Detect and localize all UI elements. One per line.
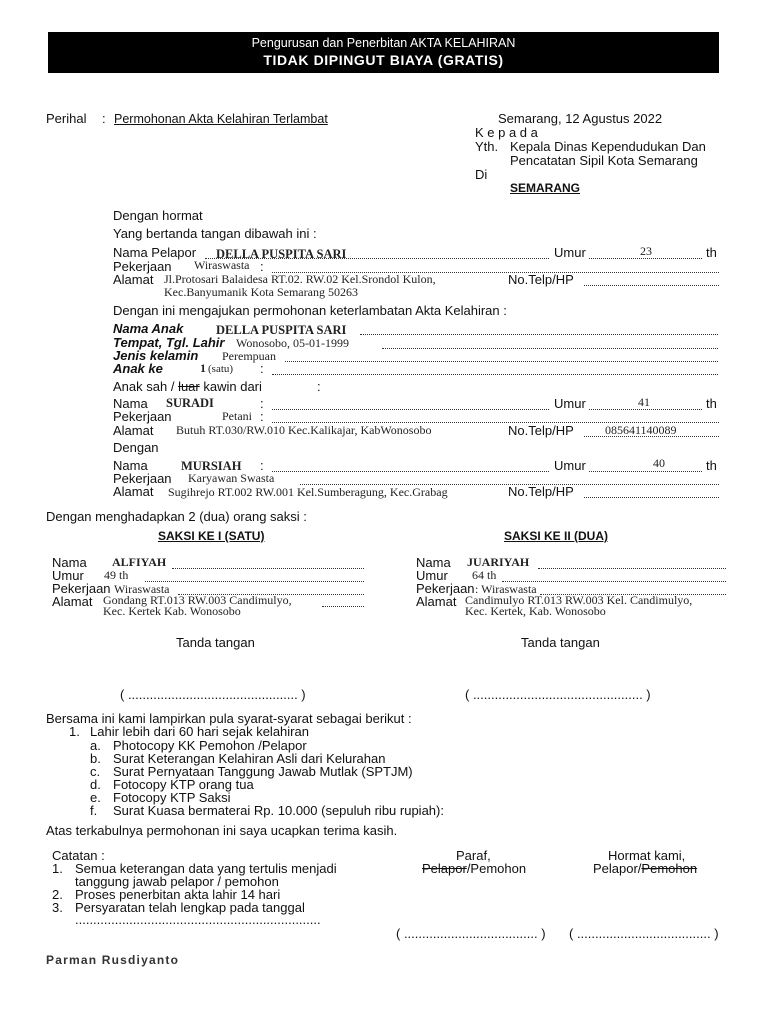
- father-address-value: Butuh RT.030/RW.010 Kec.Kalikajar, KabWonosobo: [176, 423, 432, 437]
- yth: Yth.: [475, 139, 499, 154]
- child-birth-value: Wonosobo, 05-01-1999: [236, 336, 350, 350]
- witness-1-address-value-1: Gondang RT.013 RW.003 Candimulyo,: [103, 593, 292, 607]
- regards-label: Hormat kami,: [608, 848, 686, 863]
- paraf-label: Paraf,: [456, 848, 491, 863]
- notes-title: Catatan :: [52, 848, 105, 863]
- signature-left-line: ( ..................................... ): [396, 926, 546, 941]
- mother-age-label: Umur: [554, 458, 586, 473]
- witness-1-name-label: Nama: [52, 555, 87, 570]
- pelapor-address-value-2: Kec.Banyumanik Kota Semarang 50263: [164, 285, 358, 299]
- attachment-sub-c-letter: c.: [90, 764, 101, 779]
- perihal-label: Perihal: [46, 111, 87, 126]
- father-address-label: Alamat: [113, 423, 154, 438]
- child-name-line: [360, 334, 718, 335]
- perihal-colon: :: [102, 111, 106, 126]
- pelapor-name-label: Nama Pelapor: [113, 245, 197, 260]
- child-order-value: 1: [200, 361, 206, 375]
- father-phone-label: No.Telp/HP: [508, 423, 574, 438]
- parents-intro-b: kawin dari: [203, 379, 262, 394]
- note-3-number: 3.: [52, 900, 63, 915]
- regards-role-rest: Pelapor/: [593, 861, 642, 876]
- witness-1-address-label: Alamat: [52, 594, 93, 609]
- witness-2-job-label: Pekerjaan: [416, 581, 475, 596]
- child-order-label: Anak ke: [113, 361, 163, 376]
- attachment-1-text: Lahir lebih dari 60 hari sejak kelahiran: [90, 724, 309, 739]
- note-1-text-b: tanggung jawab pelapor / pemohon: [75, 874, 279, 889]
- mother-address-label: Alamat: [113, 484, 154, 499]
- mother-age-value: 40: [653, 456, 665, 470]
- di: Di: [475, 167, 488, 182]
- witness-2-name-label: Nama: [416, 555, 451, 570]
- pelapor-age-unit: th: [706, 245, 717, 260]
- mother-name-line: [272, 471, 549, 472]
- note-3-text: Persyaratan telah lengkap pada tanggal: [75, 900, 305, 915]
- note-2-text: Proses penerbitan akta lahir 14 hari: [75, 887, 281, 902]
- mother-job-value: Karyawan Swasta: [188, 471, 275, 485]
- pelapor-age-label: Umur: [554, 245, 586, 260]
- banner-title: TIDAK DIPINGUT BIAYA (GRATIS): [263, 52, 504, 68]
- signature-right-line: ( ..................................... ): [569, 926, 719, 941]
- attachment-1-number: 1.: [69, 724, 80, 739]
- kepada: K e p a d a: [475, 125, 538, 140]
- parents-intro-a: Anak sah /: [113, 379, 175, 394]
- request-text: Dengan ini mengajukan permohonan keterlambatan Akta Kelahiran :: [113, 303, 507, 318]
- place-date: Semarang, 12 Agustus 2022: [498, 111, 663, 126]
- father-age-label: Umur: [554, 396, 586, 411]
- witness-2-age-value: 64 th: [472, 568, 497, 582]
- witness-2-name-line: [538, 568, 726, 569]
- attachment-sub-d-text: Fotocopy KTP orang tua: [113, 777, 254, 792]
- attachment-sub-c-text: Surat Pernyataan Tanggung Jawab Mutlak (SPTJM): [113, 764, 413, 779]
- witness-1-address-line: [322, 606, 364, 607]
- witness-1-signature-line: ( ............................................... ): [120, 687, 306, 702]
- attachment-sub-e-text: Fotocopy KTP Saksi: [113, 790, 231, 805]
- mother-age-unit: th: [706, 458, 717, 473]
- witness-2-address-value-1: Candimulyo RT.013 RW.003 Kel. Candimulyo,: [465, 593, 693, 607]
- father-job-value: Petani: [222, 409, 252, 423]
- mother-job-label: Pekerjaan: [113, 471, 172, 486]
- regards-role: [593, 862, 697, 877]
- witness-1-name-line: [172, 568, 364, 569]
- child-name-value: DELLA PUSPITA SARI: [216, 323, 347, 337]
- banner-subtitle: Pengurusan dan Penerbitan AKTA KELAHIRAN: [251, 36, 516, 50]
- witness-1-name-value: ALFIYAH: [112, 555, 167, 569]
- father-job-colon: :: [260, 409, 264, 424]
- witness-2-job-value: : Wiraswasta: [475, 582, 537, 596]
- father-name-line: [272, 409, 549, 410]
- witness-1-job-label: Pekerjaan: [52, 581, 111, 596]
- regards-role-strike: Pemohon: [641, 861, 698, 876]
- attachment-sub-a-text: Photocopy KK Pemohon /Pelapor: [113, 738, 307, 753]
- child-order-note: (satu): [208, 363, 234, 375]
- attachment-sub-f-text: Surat Kuasa bermaterai Rp. 10.000 (sepuluh ribu rupiah):: [113, 803, 444, 818]
- attachments-intro: Bersama ini kami lampirkan pula syarat-syarat sebagai berikut :: [46, 711, 412, 726]
- mother-address-value: Sugihrejo RT.002 RW.001 Kel.Sumberagung, Kec.Grabag: [168, 485, 448, 499]
- witness-1-age-label: Umur: [52, 568, 84, 583]
- thanks-text: Atas terkabulnya permohonan ini saya ucapkan terima kasih.: [46, 823, 398, 838]
- witness-2-address-value-2: Kec. Kertek, Kab. Wonosobo: [465, 604, 606, 618]
- witness-2-title: SAKSI KE II (DUA): [504, 529, 609, 543]
- paraf-role-rest: /Pemohon: [466, 861, 527, 876]
- mother-phone-line: [584, 497, 719, 498]
- header-banner: [48, 32, 719, 73]
- witness-intro: Dengan menghadapkan 2 (dua) orang saksi :: [46, 509, 307, 524]
- child-gender-value: Perempuan: [222, 349, 276, 363]
- father-name-label: Nama: [113, 396, 148, 411]
- father-phone-value: 085641140089: [605, 423, 677, 437]
- child-gender-label: Jenis kelamin: [113, 348, 199, 363]
- child-birth-line: [382, 348, 718, 349]
- paraf-role-strike: Pelapor: [422, 861, 467, 876]
- note-1-text-a: Semua keterangan data yang tertulis menjadi: [75, 861, 337, 876]
- father-name-colon: :: [260, 396, 264, 411]
- mother-name-label: Nama: [113, 458, 148, 473]
- recipient-line-2: Pencatatan Sipil Kota Semarang: [510, 153, 698, 168]
- child-gender-line: [285, 361, 718, 362]
- witness-2-age-label: Umur: [416, 568, 448, 583]
- recipient-city: SEMARANG: [510, 181, 581, 195]
- pelapor-address-value-1: Jl.Protosari Balaidesa RT.02. RW.02 Kel.Srondol Kulon,: [164, 272, 436, 286]
- attachment-sub-a-letter: a.: [90, 738, 101, 753]
- recipient-line-1: Kepala Dinas Kependudukan Dan: [510, 139, 706, 154]
- attachment-sub-b-text: Surat Keterangan Kelahiran Asli dari Kelurahan: [113, 751, 386, 766]
- witness-1-age-value: 49 th: [104, 568, 129, 582]
- father-name-value: SURADI: [166, 396, 214, 410]
- pelapor-phone-line: [584, 285, 719, 286]
- father-job-label: Pekerjaan: [113, 409, 172, 424]
- note-1-number: 1.: [52, 861, 63, 876]
- mother-age-line: [589, 471, 702, 472]
- father-age-unit: th: [706, 396, 717, 411]
- child-birth-label: Tempat, Tgl. Lahir: [113, 335, 225, 350]
- witness-2-name-value: JUARIYAH: [467, 555, 530, 569]
- attachment-sub-b-letter: b.: [90, 751, 101, 766]
- mother-name-colon: :: [260, 458, 264, 473]
- witness-1-job-value: Wiraswasta: [114, 582, 170, 596]
- witness-2-signature-line: ( ............................................... ): [465, 687, 651, 702]
- witness-1-title: SAKSI KE I (SATU): [158, 529, 265, 543]
- attachment-sub-e-letter: e.: [90, 790, 101, 805]
- witness-1-address-value-2: Kec. Kertek Kab. Wonosobo: [103, 604, 241, 618]
- pelapor-address-label: Alamat: [113, 272, 154, 287]
- witness-2-address-label: Alamat: [416, 594, 457, 609]
- pelapor-age-value: 23: [640, 244, 652, 258]
- father-age-value: 41: [638, 395, 650, 409]
- parents-intro-colon: :: [317, 379, 321, 394]
- child-order-colon: :: [260, 361, 264, 376]
- mother-name-value: MURSIAH: [181, 459, 242, 473]
- attachment-sub-f-letter: f.: [90, 803, 98, 818]
- child-order-line: [272, 374, 718, 375]
- attachment-sub-d-letter: d.: [90, 777, 101, 792]
- paraf-role: [422, 862, 526, 877]
- witness-2-signature-label: Tanda tangan: [521, 635, 600, 650]
- signed-intro: Yang bertanda tangan dibawah ini :: [113, 226, 317, 241]
- footer-name: Parman Rusdiyanto: [46, 953, 180, 967]
- child-name-label: Nama Anak: [113, 321, 184, 336]
- mother-phone-label: No.Telp/HP: [508, 484, 574, 499]
- witness-1-age-line: [145, 581, 364, 582]
- dengan-label: Dengan: [113, 440, 159, 455]
- witness-1-signature-label: Tanda tangan: [176, 635, 255, 650]
- pelapor-job-label: Pekerjaan: [113, 259, 172, 274]
- note-2-number: 2.: [52, 887, 63, 902]
- pelapor-job-value: Wiraswasta: [194, 258, 250, 272]
- perihal-value: Permohonan Akta Kelahiran Terlambat: [114, 112, 328, 126]
- parents-intro-strike: luar: [178, 379, 200, 394]
- parents-intro: [113, 380, 262, 395]
- greeting: Dengan hormat: [113, 208, 203, 223]
- note-3-dots: ....................................................................: [75, 912, 321, 927]
- pelapor-job-colon: :: [260, 259, 264, 274]
- pelapor-name-value: DELLA PUSPITA SARI: [216, 247, 347, 261]
- pelapor-phone-label: No.Telp/HP: [508, 272, 574, 287]
